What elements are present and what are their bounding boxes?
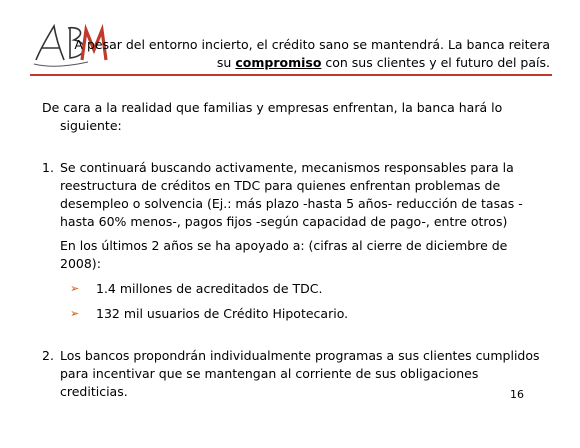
item-number: 1.	[42, 160, 54, 175]
title-emphasis: compromiso	[235, 55, 322, 70]
list-item-1	[42, 159, 542, 323]
intro-paragraph: De cara a la realidad que familias y empresas enfrentan, la banca hará lo siguiente:	[42, 100, 503, 133]
item-number: 2.	[42, 348, 54, 363]
title-line-2	[70, 54, 550, 72]
sub-bullet-text: 132 mil usuarios de Crédito Hipotecario.	[96, 306, 349, 321]
item-note: En los últimos 2 años se ha apoyado a: (cifras al cierre de diciembre de 2008):	[60, 238, 508, 271]
arrow-bullet-icon: ➢	[70, 282, 80, 295]
slide-body	[42, 99, 542, 401]
header-divider	[30, 74, 552, 76]
sub-bullet-1	[70, 280, 542, 298]
title-line-2-post: con sus clientes y el futuro del país.	[321, 55, 550, 70]
arrow-bullet-icon: ➢	[70, 307, 80, 320]
sub-bullet-2	[70, 305, 542, 323]
slide-title	[70, 36, 550, 72]
item-text: Los bancos propondrán individualmente programas a sus clientes cumplidos para incentivar que se mantengan al corriente de sus obligaciones crediticias.	[60, 348, 540, 399]
title-line-2-pre: su	[216, 55, 236, 70]
sub-bullet-text: 1.4 millones de acreditados de TDC.	[96, 281, 323, 296]
item-text: Se continuará buscando activamente, mecanismos responsables para la reestructura de créditos en TDC para quienes enfrentan problemas de desempleo o solvencia (Ej.: más plazo -hasta 5 años- reducción de tasas -hasta 60% menos-, pagos fijos -según capacidad de pago-, entre otros)	[60, 160, 523, 229]
page-number: 16	[510, 388, 524, 401]
list-item-2	[42, 347, 542, 401]
title-line-1: A pesar del entorno incierto, el crédito sano se mantendrá. La banca reitera	[74, 37, 550, 52]
